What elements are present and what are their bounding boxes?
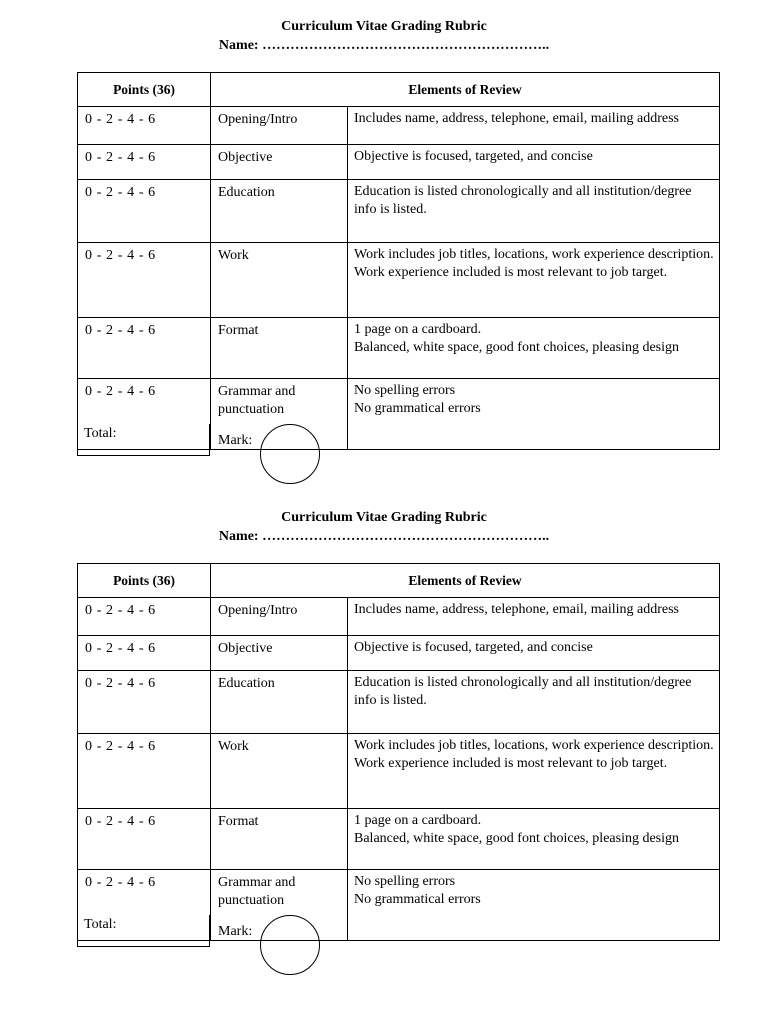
criteria-line: Work includes job titles, locations, work experience description.	[354, 738, 714, 753]
table-row	[78, 180, 720, 243]
category-label: Work	[211, 243, 348, 318]
mark-circle	[260, 915, 320, 975]
points-scale: 0 - 2 - 4 - 6	[78, 636, 211, 671]
table-row	[78, 107, 720, 145]
category-label: Format	[211, 809, 348, 870]
rubric-title: Curriculum Vitae Grading Rubric	[281, 19, 487, 34]
criteria-line: Education is listed chronologically and all institution/degree info is listed.	[354, 184, 692, 217]
category-label: Grammar and punctuation	[211, 870, 348, 941]
mark-circle	[260, 424, 320, 484]
name-line: Name: ……………………………………………………..	[218, 38, 550, 53]
header-row	[78, 564, 720, 598]
rubric-2	[0, 491, 768, 981]
rubric-1	[0, 0, 768, 490]
category-label: Objective	[211, 636, 348, 671]
rubric-table	[77, 563, 720, 941]
criteria-description	[348, 145, 720, 180]
criteria-line: Work includes job titles, locations, work experience description.	[354, 247, 714, 262]
table-row	[78, 809, 720, 870]
criteria-line: Includes name, address, telephone, email, mailing address	[354, 602, 680, 617]
criteria-description	[348, 598, 720, 636]
criteria-description	[348, 318, 720, 379]
table-row	[78, 145, 720, 180]
category-label: Opening/Intro	[211, 598, 348, 636]
criteria-line: Objective is focused, targeted, and concise	[354, 640, 593, 655]
mark-label: Mark:	[218, 924, 253, 939]
points-scale: 0 - 2 - 4 - 6	[78, 734, 211, 809]
points-scale: 0 - 2 - 4 - 6	[78, 870, 211, 941]
criteria-line: No spelling errors	[354, 383, 456, 398]
total-box: Total:	[77, 915, 210, 947]
header-elements: Elements of Review	[211, 564, 720, 598]
category-label: Opening/Intro	[211, 107, 348, 145]
category-label: Education	[211, 180, 348, 243]
criteria-line: Work experience included is most relevant to job target.	[354, 756, 668, 771]
criteria-description	[348, 809, 720, 870]
points-scale: 0 - 2 - 4 - 6	[78, 809, 211, 870]
points-scale: 0 - 2 - 4 - 6	[78, 379, 211, 450]
criteria-line: Includes name, address, telephone, email, mailing address	[354, 111, 680, 126]
criteria-description	[348, 180, 720, 243]
category-label: Education	[211, 671, 348, 734]
points-scale: 0 - 2 - 4 - 6	[78, 180, 211, 243]
points-scale: 0 - 2 - 4 - 6	[78, 243, 211, 318]
category-label: Format	[211, 318, 348, 379]
criteria-line: No grammatical errors	[354, 401, 481, 416]
table-row	[78, 318, 720, 379]
criteria-line: 1 page on a cardboard.	[354, 813, 482, 828]
table-row	[78, 734, 720, 809]
category-label: Work	[211, 734, 348, 809]
header-elements: Elements of Review	[211, 73, 720, 107]
rubric-table	[77, 72, 720, 450]
points-scale: 0 - 2 - 4 - 6	[78, 671, 211, 734]
header-points: Points (36)	[78, 564, 211, 598]
criteria-description	[348, 243, 720, 318]
criteria-line: No grammatical errors	[354, 892, 481, 907]
criteria-line: Balanced, white space, good font choices, pleasing design	[354, 340, 680, 355]
criteria-line: Work experience included is most relevant to job target.	[354, 265, 668, 280]
table-row	[78, 598, 720, 636]
total-box: Total:	[77, 424, 210, 456]
criteria-description	[348, 671, 720, 734]
points-scale: 0 - 2 - 4 - 6	[78, 318, 211, 379]
criteria-description	[348, 870, 720, 941]
category-label: Grammar and punctuation	[211, 379, 348, 450]
criteria-description	[348, 636, 720, 671]
criteria-line: No spelling errors	[354, 874, 456, 889]
criteria-line: Education is listed chronologically and all institution/degree info is listed.	[354, 675, 692, 708]
points-scale: 0 - 2 - 4 - 6	[78, 145, 211, 180]
points-scale: 0 - 2 - 4 - 6	[78, 107, 211, 145]
rubric-title: Curriculum Vitae Grading Rubric	[281, 510, 487, 525]
header-row	[78, 73, 720, 107]
criteria-description	[348, 734, 720, 809]
table-row	[78, 636, 720, 671]
criteria-line: Balanced, white space, good font choices, pleasing design	[354, 831, 680, 846]
name-line: Name: ……………………………………………………..	[218, 529, 550, 544]
criteria-description	[348, 379, 720, 450]
criteria-description	[348, 107, 720, 145]
points-scale: 0 - 2 - 4 - 6	[78, 598, 211, 636]
table-row	[78, 243, 720, 318]
criteria-line: Objective is focused, targeted, and concise	[354, 149, 593, 164]
category-label: Objective	[211, 145, 348, 180]
table-row	[78, 671, 720, 734]
header-points: Points (36)	[78, 73, 211, 107]
mark-label: Mark:	[218, 433, 253, 448]
criteria-line: 1 page on a cardboard.	[354, 322, 482, 337]
